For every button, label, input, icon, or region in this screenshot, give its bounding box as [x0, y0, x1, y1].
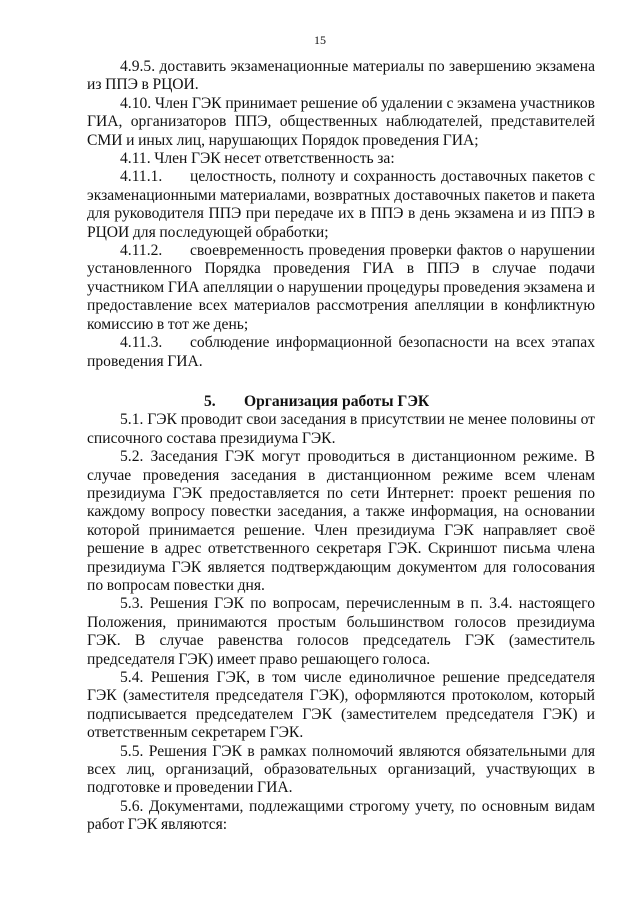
paragraph-number: 4.11.1.: [120, 168, 163, 186]
paragraph: [87, 168, 595, 242]
paragraph-text: 4.10. Член ГЭК принимает решение об удалении с экзамена участников ГИА, организаторов ППЭ, общественных наблюдателей, представителей СМИ и иных лиц, нарушающих Порядок проведения ГИА;: [87, 94, 595, 149]
section-number: 5.: [204, 392, 216, 410]
paragraph-text: 5.3. Решения ГЭК по вопросам, перечисленным в п. 3.4. настоящего Положения, принимаются простым большинством голосов президиума ГЭК. В случае равенства голосов председатель ГЭК (заместитель председателя ГЭК) имеет право решающего голоса.: [87, 595, 595, 668]
section-heading: [87, 393, 595, 411]
paragraph-text: 5.6. Документами, подлежащими строгому учету, по основным видам работ ГЭК являются:: [87, 797, 595, 834]
section-5-body: [87, 411, 595, 834]
paragraph-number: 4.11.2.: [120, 242, 163, 260]
section-4-continuation: [87, 58, 595, 371]
paragraph: [87, 150, 595, 168]
paragraph-number: 4.11.3.: [120, 334, 163, 352]
paragraph: [87, 242, 595, 334]
paragraph: [87, 798, 595, 835]
paragraph-text: 4.11. Член ГЭК несет ответственность за:: [120, 150, 395, 168]
paragraph: [87, 743, 595, 798]
document-body: [87, 58, 595, 835]
paragraph: [87, 334, 595, 371]
paragraph-text: 5.1. ГЭК проводит свои заседания в присутствии не менее половины от списочного состава президиума ГЭК.: [87, 411, 595, 447]
paragraph-text: 4.9.5. доставить экзаменационные материалы по завершению экзамена из ППЭ в РЦОИ.: [87, 58, 595, 94]
paragraph-text: 5.5. Решения ГЭК в рамках полномочий являются обязательными для всех лиц, организаций, образовательных организаций, участвующих в подготовке и проведении ГИА.: [87, 742, 595, 797]
paragraph: [87, 595, 595, 669]
paragraph-text: своевременность проведения проверки фактов о нарушении установленного Порядка проведения ГИА в ППЭ в случае подачи участником ГИА апелляции о нарушении процедуры проведения экзамена и предоставление всех материалов рассмотрения апелляции в конфликтную комиссию в тот же день;: [87, 242, 595, 333]
paragraph-text: целостность, полноту и сохранность доставочных пакетов с экзаменационными материалами, возвратных доставочных пакетов и пакета для руководителя ППЭ при передаче их в ППЭ в день экзамена и из ППЭ в РЦОИ для последующей обработки;: [87, 168, 595, 241]
paragraph: [87, 669, 595, 743]
section-title: Организация работы ГЭК: [244, 392, 430, 410]
paragraph-text: 5.4. Решения ГЭК, в том числе единоличное решение председателя ГЭК (заместителя председателя ГЭК), оформляются протоколом, который подписывается председателем ГЭК (заместителем председателя ГЭК) и ответственным секретарем ГЭК.: [87, 669, 595, 742]
paragraph-text: 5.2. Заседания ГЭК могут проводиться в дистанционном режиме. В случае проведения заседания в дистанционном режиме всем членам президиума ГЭК предоставляется по сети Интернет: проект решения по каждому вопросу повестки заседания, а также информация, на основании которой принимается решение. Член президиума ГЭК направляет своё решение в адрес ответственного секретаря ГЭК. Скриншот письма члена президиума ГЭК является подтверждающим документом для голосования по вопросам повестки дня.: [87, 448, 595, 594]
page-number: 15: [314, 33, 326, 47]
paragraph: [87, 448, 595, 595]
paragraph-text: соблюдение информационной безопасности на всех этапах проведения ГИА.: [87, 334, 595, 370]
paragraph: [87, 58, 595, 95]
paragraph: [87, 95, 595, 150]
paragraph: [87, 411, 595, 448]
